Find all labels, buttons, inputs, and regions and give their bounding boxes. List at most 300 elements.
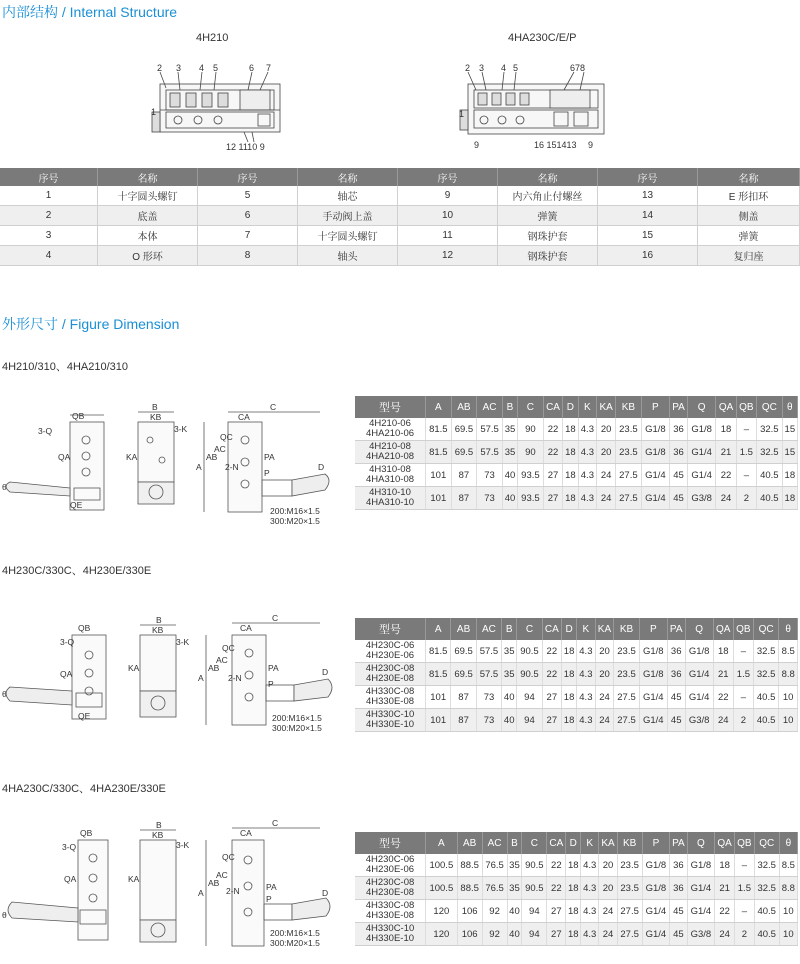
parts-header: 序号 [598,168,698,186]
model-name: 4H330C-08 [365,900,415,911]
table-cell: 27.5 [614,709,639,732]
dim-header: CA [542,618,561,640]
table-cell: 90.5 [517,640,542,663]
table-cell: 22 [542,640,561,663]
table-cell: 18 [782,464,797,487]
thread-label-200: 200:M16×1.5 [270,506,320,516]
dim-label-3k: 3-K [174,424,188,434]
dim-label-ka: KA [126,452,138,462]
callout-5: 5 [213,63,219,73]
table-cell: 轴头 [298,246,398,266]
table-cell: 100.5 [426,854,458,877]
table-cell: 18 [563,418,578,441]
table-row [355,487,798,510]
table-cell: 24 [597,487,616,510]
table-cell: 18 [713,640,733,663]
dim-header: C [522,832,547,854]
table-cell: 4.3 [577,663,596,686]
table-cell: 8.5 [779,640,798,663]
table-cell: – [735,900,755,923]
model-name: 4H310-08 [369,464,411,475]
callout-6: 6 [249,63,255,73]
table-cell: 27.5 [616,487,642,510]
table-cell: 32.5 [753,663,778,686]
table-cell: 4.3 [581,900,599,923]
dim-label-kb: KB [152,830,164,840]
parts-header: 名称 [98,168,198,186]
dim-header: QB [735,832,755,854]
dim-header: AB [451,396,477,418]
table-cell: 8.5 [779,854,797,877]
dim-header: A [426,396,452,418]
dim-label-theta: θ [2,482,7,492]
callout-7: 7 [266,63,272,73]
table-cell: 69.5 [451,663,476,686]
model-name: 4HA310-08 [365,474,415,485]
table-cell: 18 [562,663,577,686]
table-cell: 69.5 [451,640,476,663]
table-cell: 73 [477,464,503,487]
table-cell: 6 [198,206,298,226]
dim-label-qe: QE [70,500,83,510]
table-cell: 钢珠护套 [498,246,598,266]
table-cell: 90.5 [517,663,542,686]
dim-header: B [502,396,517,418]
dim-label-p: P [266,894,272,904]
dim-header: A [426,832,458,854]
table-cell: 69.5 [451,418,477,441]
dim-label-qa: QA [60,669,73,679]
dimension-drawing-group-3 [0,820,345,960]
table-cell: 3 [0,226,98,246]
dim-header: AC [477,396,503,418]
table-cell: G1/8 [685,640,713,663]
table-cell: G3/8 [687,487,715,510]
table-cell: 钢珠护套 [498,226,598,246]
table-cell: 4.3 [577,686,596,709]
table-cell: G1/4 [685,686,713,709]
table-cell: 35 [507,854,522,877]
table-cell: 10 [779,686,798,709]
table-cell: 23.5 [614,663,639,686]
table-cell: O 形环 [98,246,198,266]
dim-header: KA [597,396,616,418]
model-cell [355,663,426,686]
dim-header: PA [670,832,687,854]
model-name: 4HA210-08 [365,451,415,462]
table-cell: 40 [502,709,517,732]
table-cell: 20 [595,663,614,686]
table-cell: 复归座 [698,246,800,266]
table-cell: 35 [507,877,522,900]
model-cell [355,487,426,510]
dim-header: QA [716,396,736,418]
thread-label-200: 200:M16×1.5 [270,928,320,938]
dim-label-ac: AC [214,444,226,454]
table-cell: 24 [599,900,617,923]
dim-header: QC [753,618,778,640]
table-cell: 40 [502,686,517,709]
table-cell: 81.5 [426,663,451,686]
dim-label-pa: PA [268,663,279,673]
dim-header: Q [687,832,715,854]
table-cell: 32.5 [757,418,783,441]
table-cell: 35 [502,418,517,441]
dim-header: KA [599,832,617,854]
dim-label-c: C [272,820,279,828]
table-row [355,900,798,923]
table-cell: 18 [562,709,577,732]
table-cell: 90 [518,418,544,441]
dim-label-pa: PA [266,882,277,892]
table-cell: 24 [595,709,614,732]
callout-b-5: 5 [513,63,519,73]
figure-dimension-title: 外形尺寸 / Figure Dimension [2,316,180,332]
table-cell: 1.5 [736,441,756,464]
model-name: 4H210-06 [369,418,411,429]
table-cell: 73 [476,686,501,709]
table-cell: 22 [547,877,566,900]
dim-label-kb: KB [152,625,164,635]
callout-b-2: 2 [465,63,471,73]
dim-header: AB [451,618,476,640]
model-name: 4H210-08 [369,441,411,452]
table-cell: 13 [598,186,698,206]
table-cell: 92 [482,900,507,923]
table-row [355,418,798,441]
table-cell: 40.5 [757,464,783,487]
group-label-3: 4HA230C/330C、4HA230E/330E [2,783,166,795]
table-cell: 20 [595,640,614,663]
dim-label-a: A [198,673,204,683]
table-cell: 十字圆头螺钉 [298,226,398,246]
table-cell: G1/8 [687,418,715,441]
table-cell: 45 [670,900,687,923]
table-cell: 22 [542,663,561,686]
callout-b-4: 4 [501,63,507,73]
model-cell [355,923,426,946]
callout-b-9-left: 9 [474,140,480,150]
table-cell: 35 [502,441,517,464]
table-cell: 120 [426,923,458,946]
table-cell: – [736,464,756,487]
thread-label-300: 300:M20×1.5 [272,723,322,733]
table-cell: G1/4 [642,900,670,923]
dimension-table-group-2 [355,618,798,732]
dim-label-p: P [264,468,270,478]
table-cell: 20 [597,441,616,464]
table-cell: G1/4 [641,464,669,487]
table-cell: 45 [667,686,685,709]
dim-label-qc: QC [222,643,235,653]
table-row [355,923,798,946]
model-name: 4H230C-06 [365,854,415,865]
dim-label-d: D [318,462,325,472]
dim-header: QA [713,618,733,640]
dim-label-qa: QA [64,874,77,884]
dim-label-ca: CA [240,828,252,838]
dim-label-qc: QC [220,432,233,442]
table-cell: 21 [716,441,736,464]
dim-label-3q: 3-Q [60,637,75,647]
table-cell: 40 [502,487,517,510]
table-cell: 57.5 [476,663,501,686]
table-cell: 40 [502,464,517,487]
table-cell: – [733,640,753,663]
model-name: 4H330E-08 [365,910,415,921]
dim-header: θ [779,832,797,854]
table-row [355,663,798,686]
table-cell: 32.5 [753,640,778,663]
table-cell: 15 [598,226,698,246]
table-cell: 24 [597,464,616,487]
parts-header: 名称 [498,168,598,186]
table-cell: 2 [735,923,755,946]
table-cell: G1/8 [642,877,670,900]
table-cell: 76.5 [482,854,507,877]
model-name: 4H330C-10 [365,923,415,934]
dim-header: QB [736,396,756,418]
table-cell: 23.5 [614,640,639,663]
model-cell [355,900,426,923]
table-cell: 101 [426,709,451,732]
dim-label-ab: AB [208,878,220,888]
table-cell: 21 [713,663,733,686]
dim-header: PA [670,396,688,418]
dim-header: A [426,618,451,640]
dim-label-2n: 2-N [228,673,242,683]
table-cell: 88.5 [457,854,482,877]
dimension-drawing-group-1 [0,400,345,530]
table-cell: 底盖 [98,206,198,226]
model-name: 4H330E-08 [365,696,415,707]
dim-header: AB [457,832,482,854]
table-row [355,686,798,709]
table-row [355,877,798,900]
dim-header: θ [779,618,798,640]
table-row [0,226,800,246]
dim-header: K [577,618,596,640]
table-cell: 弹簧 [698,226,800,246]
table-cell: 81.5 [426,640,451,663]
table-cell: 101 [426,487,452,510]
table-cell: 轴芯 [298,186,398,206]
table-row [355,640,798,663]
dim-header: P [641,396,669,418]
table-cell: 27 [542,686,561,709]
dim-label-qc: QC [222,852,235,862]
dim-label-d: D [322,888,329,898]
table-cell: 10 [398,206,498,226]
dim-header: AC [476,618,501,640]
model-name: 4H230E-08 [365,887,415,898]
callout-bottom: 12 1110 9 [226,142,265,152]
table-cell: 73 [476,709,501,732]
table-cell: 81.5 [426,441,452,464]
internal-structure-diagram-4ha230 [454,60,614,155]
table-cell: 21 [715,877,735,900]
table-cell: 45 [670,487,688,510]
table-cell: 18 [563,464,578,487]
dim-header: AC [482,832,507,854]
table-cell: 2 [0,206,98,226]
table-cell: 23.5 [617,877,642,900]
table-cell: 90.5 [522,877,547,900]
dim-label-c: C [270,402,277,412]
dim-header: QC [754,832,779,854]
table-cell: 18 [566,877,581,900]
callout-2: 2 [157,63,163,73]
table-row [0,186,800,206]
table-cell: 18 [563,487,578,510]
table-cell: 23.5 [616,418,642,441]
dim-label-3q: 3-Q [62,842,77,852]
table-cell: 24 [713,709,733,732]
parts-table [0,168,800,266]
table-cell: 106 [457,900,482,923]
table-cell: 87 [451,487,477,510]
dim-header: 型号 [355,618,426,640]
dim-label-b: B [156,820,162,830]
table-cell: 7 [198,226,298,246]
group-label-1: 4H210/310、4HA210/310 [2,361,128,373]
table-cell: 100.5 [426,877,458,900]
table-cell: 27 [543,464,563,487]
table-cell: G1/4 [639,686,667,709]
table-cell: 14 [598,206,698,226]
dim-label-a: A [196,462,202,472]
table-cell: 4 [0,246,98,266]
dim-label-ca: CA [240,623,252,633]
table-cell: 15 [782,418,797,441]
table-cell: 24 [715,923,735,946]
table-cell: G1/4 [687,877,715,900]
table-cell: 2 [736,487,756,510]
table-cell: 24 [599,923,617,946]
table-cell: – [736,418,756,441]
dim-header: D [562,618,577,640]
table-cell: 40 [507,923,522,946]
table-cell: 20 [599,877,617,900]
dim-label-theta: θ [2,689,7,699]
model-name: 4H230C-06 [365,640,415,651]
table-cell: 101 [426,686,451,709]
callout-b-3: 3 [479,63,485,73]
callout-1: 1 [151,107,157,117]
model-cell [355,877,426,900]
table-cell: 57.5 [477,441,503,464]
table-cell: G1/8 [687,854,715,877]
table-cell: 4.3 [578,441,597,464]
table-cell: G1/8 [641,418,669,441]
table-cell: 87 [451,464,477,487]
table-cell: 4.3 [577,709,596,732]
table-cell: 90 [518,441,544,464]
table-cell: 23.5 [616,441,642,464]
dim-header: KB [616,396,642,418]
table-cell: G3/8 [687,923,715,946]
dim-header: C [517,618,542,640]
table-cell: 15 [782,441,797,464]
dim-header: KB [617,832,642,854]
table-cell: 87 [451,686,476,709]
dim-label-3q: 3-Q [38,426,53,436]
model-cell [355,441,426,464]
table-cell: 9 [398,186,498,206]
dim-label-b: B [156,615,162,625]
table-cell: 40 [507,900,522,923]
dim-header: CA [543,396,563,418]
callout-3: 3 [176,63,182,73]
table-cell: 18 [716,418,736,441]
dim-label-pa: PA [264,452,275,462]
table-cell: 45 [670,464,688,487]
table-cell: 手动阀上盖 [298,206,398,226]
table-cell: 11 [398,226,498,246]
table-cell: 35 [502,663,517,686]
model-name: 4H330E-10 [365,719,415,730]
table-cell: 36 [670,441,688,464]
table-cell: 18 [562,686,577,709]
dim-label-a: A [198,888,204,898]
dim-label-ka: KA [128,663,140,673]
dim-header: 型号 [355,832,426,854]
table-cell: 内六角止付螺丝 [498,186,598,206]
table-cell: 27.5 [614,686,639,709]
table-cell: 2 [733,709,753,732]
table-cell: – [735,854,755,877]
table-cell: 8 [198,246,298,266]
table-cell: 22 [713,686,733,709]
parts-header: 序号 [198,168,298,186]
dim-label-2n: 2-N [226,886,240,896]
table-cell: 1 [0,186,98,206]
table-cell: 92 [482,923,507,946]
table-cell: 94 [517,686,542,709]
thread-label-300: 300:M20×1.5 [270,938,320,948]
table-cell: 106 [457,923,482,946]
callout-b-16-13: 16 151413 [534,140,577,150]
dim-header: C [518,396,544,418]
table-cell: 36 [670,854,687,877]
table-cell: 8.8 [779,877,797,900]
table-cell: 45 [670,923,687,946]
dim-header: 型号 [355,396,426,418]
callout-4: 4 [199,63,205,73]
table-cell: 5 [198,186,298,206]
table-cell: 4.3 [578,464,597,487]
dim-header: Q [687,396,715,418]
model-name: 4H330E-10 [365,933,415,944]
table-cell: 57.5 [476,640,501,663]
table-cell: 22 [715,900,735,923]
table-cell: 94 [522,923,547,946]
table-cell: 23.5 [617,854,642,877]
dim-header: KA [595,618,614,640]
table-cell: 40.5 [754,923,779,946]
dim-label-ac: AC [216,870,228,880]
model-name: 4H330C-08 [365,686,415,697]
group-label-2: 4H230C/330C、4H230E/330E [2,565,152,577]
table-cell: 10 [779,900,797,923]
table-cell: 22 [543,418,563,441]
dim-header: QC [757,396,783,418]
table-cell: 45 [667,709,685,732]
thread-label-300: 300:M20×1.5 [270,516,320,526]
table-cell: 20 [599,854,617,877]
table-cell: G1/4 [685,663,713,686]
table-cell: 弹簧 [498,206,598,226]
